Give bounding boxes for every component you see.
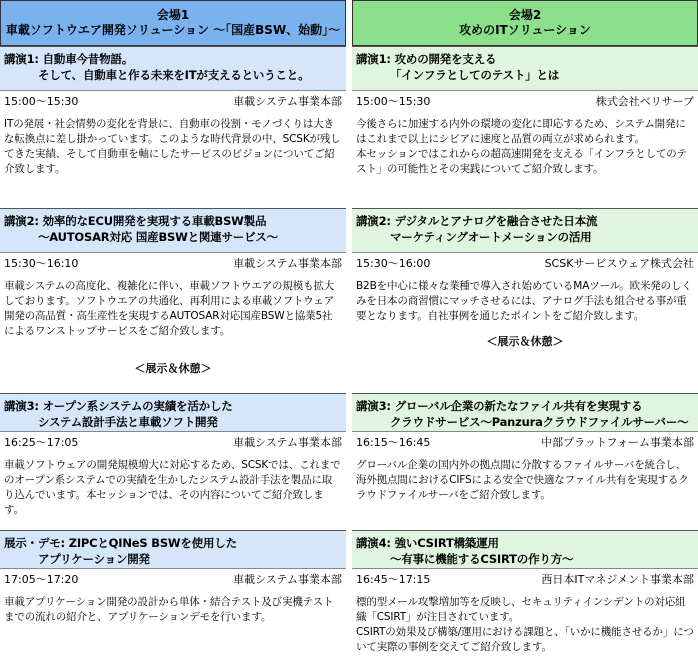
venue1-column xyxy=(0,0,346,666)
session-time: 15:30～16:10 xyxy=(4,257,79,270)
session-meta xyxy=(0,90,346,113)
venue2-subtitle: 攻めのITソリューション xyxy=(459,23,591,37)
session-title-line1: 講演4: 強いCSIRT構築運用 xyxy=(356,536,499,550)
session-description: 標的型メール攻撃増加等を反映し、セキュリティインシデントの対応組織「CSIRT」が注目されています。 CSIRTの効果及び構築/運用における課題と、「いかに機能させるか」について実際の事例を交えてご紹介致します。 xyxy=(356,596,694,653)
session-title-line2: 「インフラとしてのテスト」とは xyxy=(390,68,560,82)
session-meta xyxy=(352,431,698,454)
venue1-subtitle: 車載ソフトウエア開発ソリューション ～｢国産BSW、始動｣～ xyxy=(5,23,341,37)
session-title-line1: 講演1: 攻めの開発を支える xyxy=(356,52,497,66)
session-meta xyxy=(352,568,698,591)
session-title-line1: 講演3: オープン系システムの実績を活かした xyxy=(4,399,233,413)
session-time: 16:15～16:45 xyxy=(356,436,431,449)
session-title-line2: マーケティングオートメーションの活用 xyxy=(390,230,592,244)
session-speaker: 車載システム事業本部 xyxy=(233,573,342,586)
session-description: B2Bを中心に様々な業種で導入され始めているMAツール。欧米発のしくみを日本の商習慣にマッチさせるには、アナログ手法も組合せる事が重要となります。自社事例を通じたポイントをご紹介致します。 xyxy=(356,280,692,322)
session-title xyxy=(0,530,346,568)
venue2-session-1 xyxy=(352,46,698,177)
venue1-title: 会場1 xyxy=(156,8,190,22)
venue1-session-3 xyxy=(0,393,346,518)
session-description: ITの発展・社会情勢の変化を背景に、自動車の役割・モノづくりは大きな転換点に差し掛かっています。このような時代背景の中、SCSKが残してきた実績、そして自動車を軸にしたサービスのビジョンについてご紹介致します。 xyxy=(4,118,341,175)
session-speaker: 車載システム事業本部 xyxy=(233,436,342,449)
session-title-line1: 講演2: デジタルとアナログを融合させた日本流 xyxy=(356,214,598,228)
session-time: 15:30～16:00 xyxy=(356,257,431,270)
session-meta xyxy=(0,431,346,454)
venue2-session-4 xyxy=(352,530,698,655)
session-time: 16:45～17:15 xyxy=(356,573,431,586)
session-description: 今後さらに加速する内外の環境の変化に即応するため、システム開発にはこれまで以上にシビアに速度と品質の両立が求められます。 本セッションではこれからの超高速開発を支える「インフラとしてのテスト」の可能性とその実践についてご紹介致します。 xyxy=(356,118,687,175)
session-title-line1: 講演3: グローバル企業の新たなファイル共有を実現する xyxy=(356,399,643,413)
break-label: ＜展示＆休憩＞ xyxy=(486,335,564,348)
session-time: 15:00～15:30 xyxy=(4,95,79,108)
session-title-line2: ～AUTOSAR対応 国産BSWと関連サービス～ xyxy=(38,230,278,244)
session-title-line1: 展示・デモ: ZIPCとQINeS BSWを使用した xyxy=(4,536,237,550)
venue2-column xyxy=(352,0,698,666)
session-title xyxy=(352,393,698,431)
session-title-line1: 講演1: 自動車今昔物語。 xyxy=(4,52,134,66)
session-title-line2: ～有事に機能するCSIRTの作り方～ xyxy=(390,552,574,566)
session-speaker: 車載システム事業本部 xyxy=(233,95,342,108)
session-title-line2: クラウドサービス～Panzuraクラウドファイルサーバー～ xyxy=(390,415,689,429)
session-title xyxy=(0,46,346,90)
session-meta xyxy=(352,90,698,113)
venue2-session-3 xyxy=(352,393,698,503)
session-title xyxy=(352,530,698,568)
session-time: 15:00～15:30 xyxy=(356,95,431,108)
venue1-session-1 xyxy=(0,46,346,177)
session-speaker: 中部プラットフォーム事業本部 xyxy=(541,436,694,449)
venue2-title: 会場2 xyxy=(508,8,542,22)
session-title-line2: そして、自動車と作る未来をITが支えるということ。 xyxy=(38,68,310,82)
session-speaker: 株式会社ベリサーブ xyxy=(595,95,694,108)
session-description: グローバル企業の国内外の拠点間に分散するファイルサーバを統合し、海外拠点間におけるCIFSによる安全で快適なファイル共有を実現するクラウドファイルサーバをご紹介致します。 xyxy=(356,459,689,501)
venue1-header xyxy=(0,0,346,46)
session-description: 車載アプリケーション開発の設計から単体・結合テスト及び実機テストまでの流れの紹介と、アプリケーションデモを行います。 xyxy=(4,596,334,623)
venue2-session-2 xyxy=(352,208,698,324)
break-label: ＜展示＆休憩＞ xyxy=(134,362,212,375)
session-title xyxy=(0,393,346,431)
session-title xyxy=(352,208,698,252)
session-title-line1: 講演2: 効率的なECU開発を実現する車載BSW製品 xyxy=(4,214,267,228)
session-speaker: 西日本ITマネジメント事業本部 xyxy=(541,573,694,586)
session-time: 17:05～17:20 xyxy=(4,573,79,586)
session-title xyxy=(352,46,698,90)
session-description: 車載システムの高度化、複雑化に伴い、車載ソフトウエアの規模も拡大しております。ソフトウエアの共通化、再利用による車載ソフトウェア開発の高品質・高生産性を実現するAUTOSAR対応国産BSWと協業5社によるワンストップサービスをご紹介致します。 xyxy=(4,280,335,337)
session-time: 16:25～17:05 xyxy=(4,436,79,449)
session-title-line2: アプリケーション開発 xyxy=(38,552,150,566)
venue1-session-4 xyxy=(0,530,346,625)
session-description: 車載ソフトウェアの開発規模増大に対応するため、SCSKでは、これまでのオープン系システムでの実績を生かしたシステム設計手法を製品に取り込んでいます。本セッションでは、その内容についてご紹介致します。 xyxy=(4,459,341,516)
session-meta xyxy=(0,252,346,275)
venue2-header xyxy=(352,0,698,46)
session-title xyxy=(0,208,346,252)
session-meta xyxy=(352,252,698,275)
session-speaker: SCSKサービスウェア株式会社 xyxy=(544,257,694,270)
session-meta xyxy=(0,568,346,591)
session-title-line2: システム設計手法と車載ソフト開発 xyxy=(38,415,218,429)
venue1-session-2 xyxy=(0,208,346,339)
session-speaker: 車載システム事業本部 xyxy=(233,257,342,270)
